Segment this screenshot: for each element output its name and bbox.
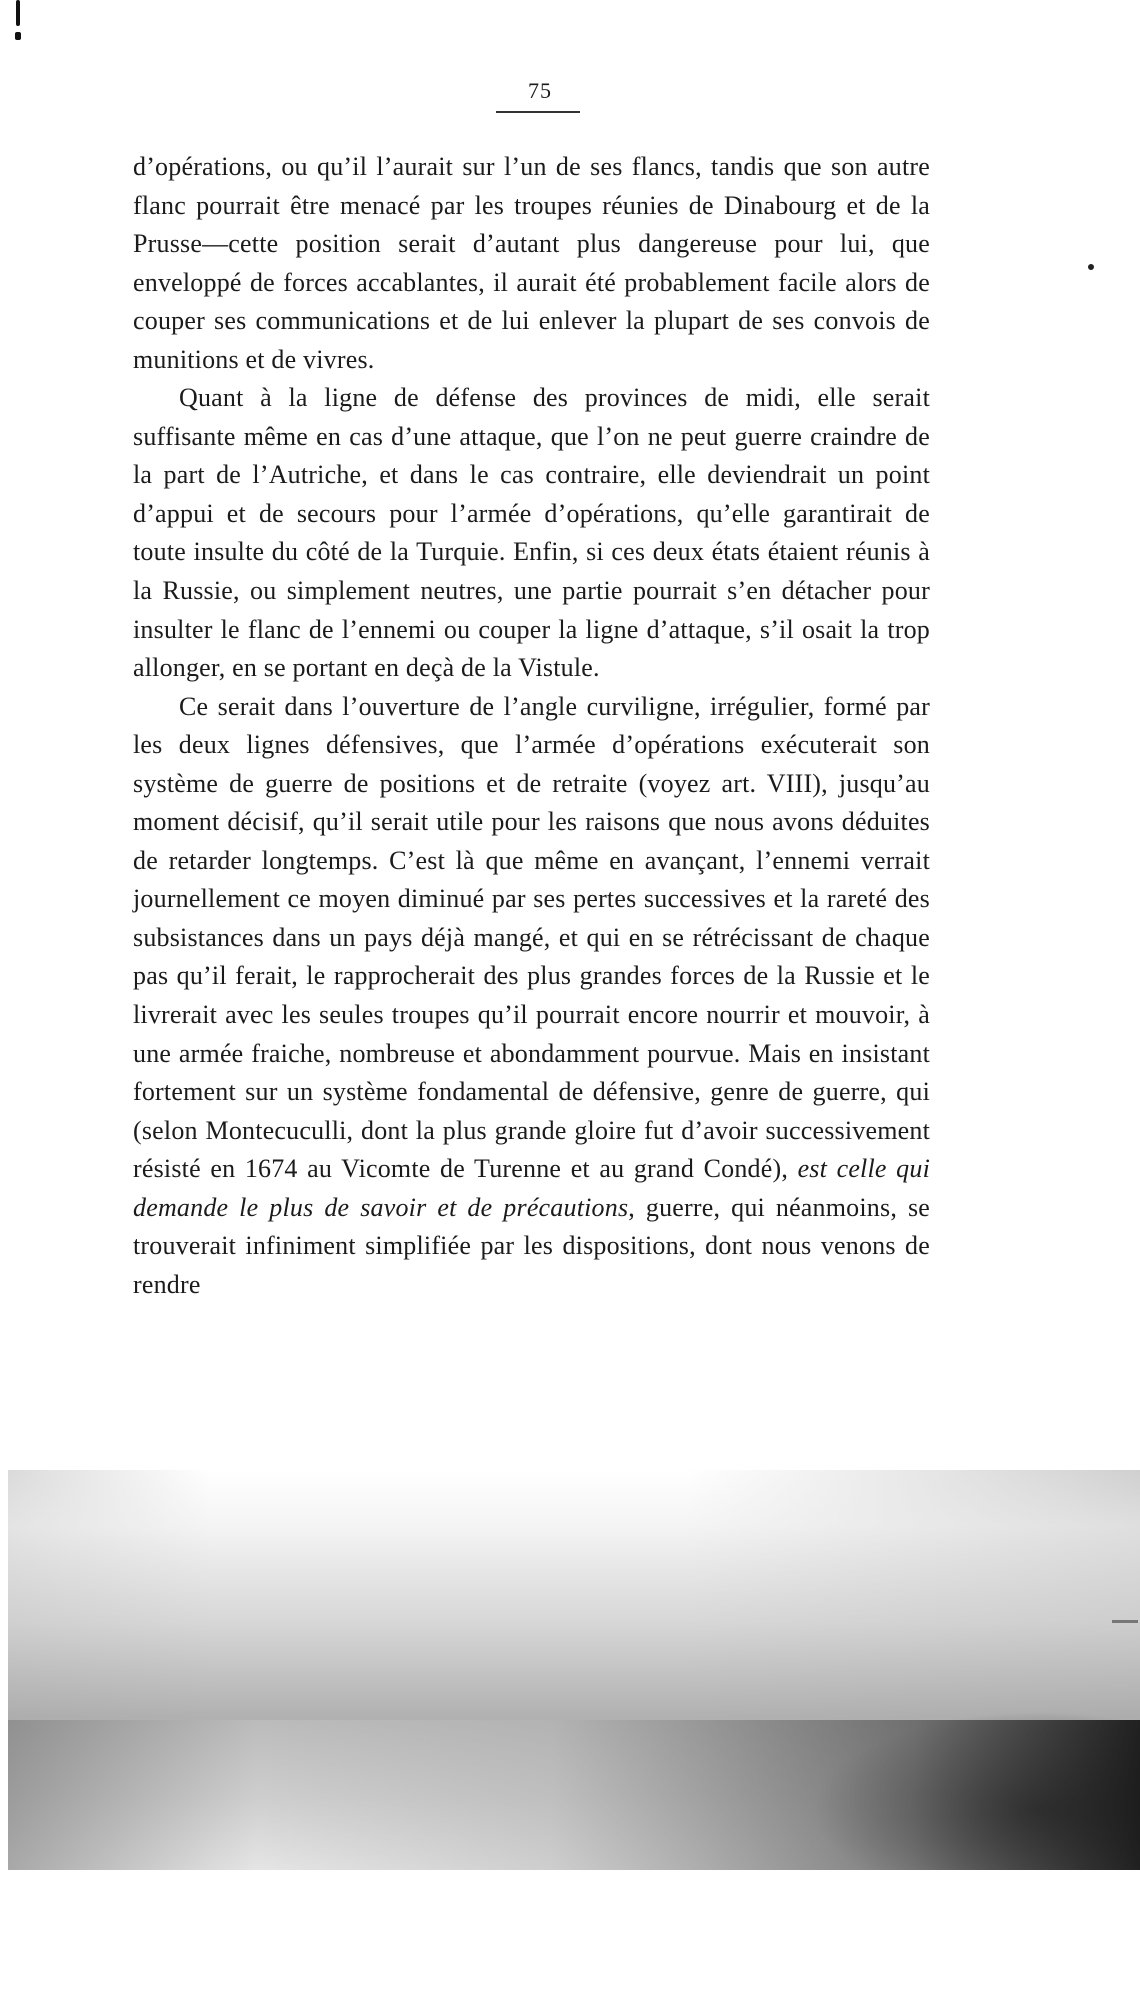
paragraph-3-text: Ce serait dans l’ouverture de l’angle curviligne, irrégulier, formé par les deux lignes défensives, que l’armée d’opérations exécuterait son système de guerre de positions et de retraite (voyez art. VIII), jusqu’au moment décisif, qu’il serait utile pour les raisons que nous avons déduites de retarder longtemps. C’est là que même en avançant, l’ennemi verrait journellement ce moyen diminué par ses pertes successives et la rareté des subsistances dans un pays déjà mangé, et qui en se rétrécissant de chaque pas qu’il ferait, le rapprocherait des plus grandes forces de la Russie et le livrerait avec les seules troupes qu’il pourrait encore nourrir et mouvoir, à une armée fraiche, nombreuse et abondamment pourvue. Mais en insistant fortement sur un système fondamental de défensive, genre de guerre, qui (selon Montecuculli, dont la plus grande gloire fut d’avoir successivement résisté en 1674 au Vicomte de Turenne et au grand Condé), <box>133 691 930 1184</box>
stray-ink-dot <box>1088 264 1094 270</box>
body-text <box>133 148 930 1304</box>
paragraph-3 <box>133 688 930 1305</box>
scan-edge-mark <box>1112 1620 1138 1623</box>
page-number: 75 <box>528 78 552 103</box>
page-number-rule <box>496 111 580 113</box>
paragraph-2: Quant à la ligne de défense des provinces de midi, elle serait suffisante même en cas d’une attaque, que l’on ne peut guerre craindre de la part de l’Autriche, et dans le cas contraire, elle deviendrait un point d’appui et de secours pour l’armée d’opérations, qu’elle garantirait de toute insulte du côté de la Turquie. Enfin, si ces deux états étaient réunis à la Russie, ou simplement neutres, une partie pourrait s’en détacher pour insulter le flanc de l’ennemi ou couper la ligne d’attaque, s’il osait la trop allonger, en se portant en deçà de la Vistule. <box>133 383 930 683</box>
paragraph-3-italic-quote: est celle qui demande le plus de savoir et de précautions <box>133 1154 930 1222</box>
paragraph-3-text-end: , guerre, qui néanmoins, se trouverait infiniment simplifiée par les dispositions, dont nous venons de rendre <box>133 1192 930 1299</box>
paragraph-1: d’opérations, ou qu’il l’aurait sur l’un de ses flancs, tandis que son autre flanc pourrait être menacé par les troupes réunies de Dinabourg et de la Prusse—cette position serait d’autant plus dangereuse pour lui, que enveloppé de forces accablantes, il aurait été probablement facile alors de couper ses communications et de lui enlever la plupart de ses convois de munitions et de vivres. <box>133 152 930 374</box>
margin-ink-mark <box>12 0 26 48</box>
scan-dark-band <box>8 1720 1140 1870</box>
